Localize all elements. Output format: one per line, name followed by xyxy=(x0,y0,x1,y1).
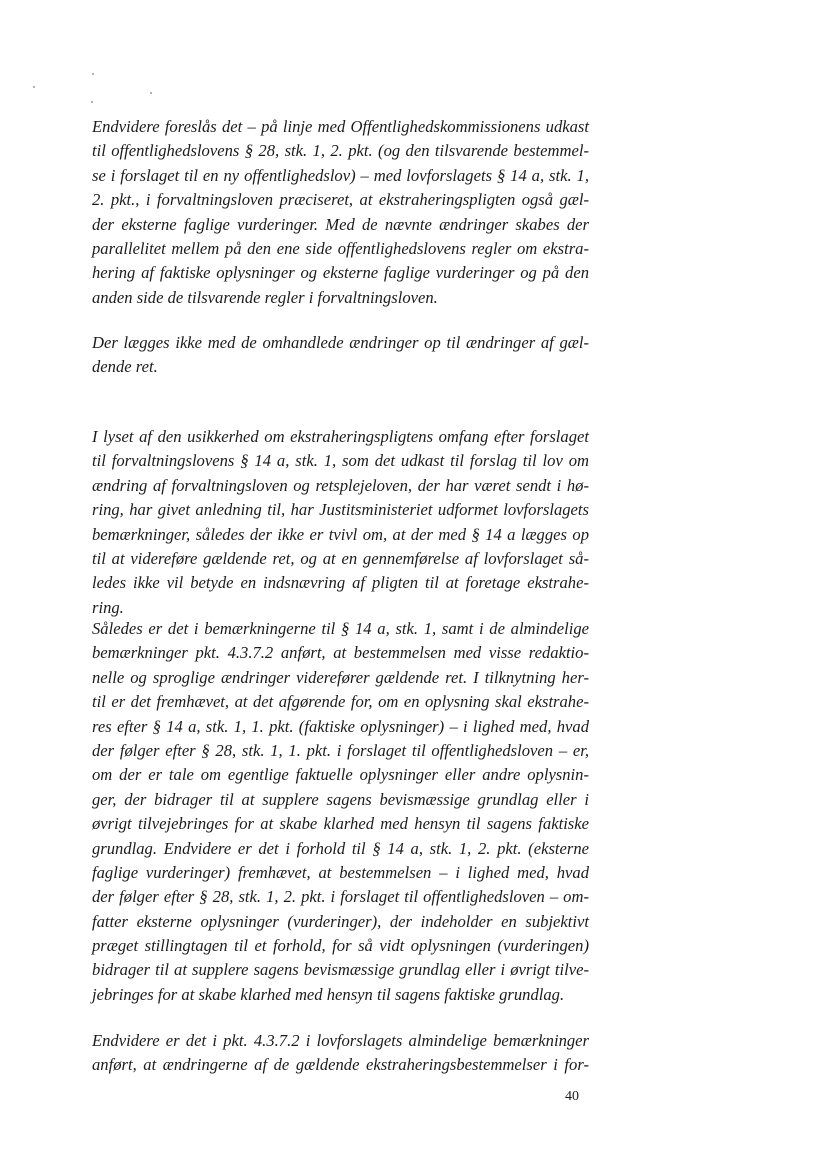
text-line: res efter § 14 a, stk. 1, 1. pkt. (faktiske oplysninger) – i lighed med, hvad xyxy=(92,716,589,736)
text-line: bemærkninger pkt. 4.3.7.2 anført, at bestemmelsen med visse redaktio- xyxy=(92,643,589,663)
text-line: til er det fremhævet, at det afgørende for, om en oplysning skal ekstrahe- xyxy=(92,692,589,712)
text-line: øvrigt tilvejebringes for at skabe klarhed med hensyn til sagens faktiske xyxy=(92,814,589,834)
text-line: der følger efter § 28, stk. 1, 2. pkt. i forslaget til offentlighedsloven – om- xyxy=(92,887,589,907)
page-number: 40 xyxy=(565,1089,579,1104)
text-line: dende ret. xyxy=(92,357,158,377)
text-line: ledes ikke vil betyde en indsnævring af pligten til at foretage ekstrahe- xyxy=(92,573,589,593)
paragraph-2 xyxy=(92,331,589,380)
text-line: bidrager til at supplere sagens bevismæssige grundlag eller i øvrigt tilve- xyxy=(92,960,589,980)
text-line: Der lægges ikke med de omhandlede ændringer op til ændringer af gæl- xyxy=(92,333,589,352)
text-line: Således er det i bemærkningerne til § 14 a, stk. 1, samt i de almindelige xyxy=(92,619,589,638)
paragraph-5 xyxy=(92,1029,589,1078)
text-line: bemærkninger, således der ikke er tvivl om, at der med § 14 a lægges op xyxy=(92,524,589,544)
text-line: hering af faktiske oplysninger og eksterne faglige vurderinger og på den xyxy=(92,263,589,283)
text-line: til forvaltningslovens § 14 a, stk. 1, som det udkast til forslag til lov om xyxy=(92,451,589,471)
text-line: grundlag. Endvidere er det i forhold til § 14 a, stk. 1, 2. pkt. (eksterne xyxy=(92,838,589,858)
text-line: Endvidere foreslås det – på linje med Offentlighedskommissionens udkast xyxy=(92,117,589,136)
text-line: 2. pkt., i forvaltningsloven præciseret, at ekstraheringspligten også gæl- xyxy=(92,190,589,210)
text-line: ændring af forvaltningsloven og retsplejeloven, der har været sendt i hø- xyxy=(92,475,589,495)
text-line: faglige vurderinger) fremhævet, at bestemmelsen – i lighed med, hvad xyxy=(92,862,589,882)
text-line: parallelitet mellem på den ene side offentlighedslovens regler om ekstra- xyxy=(92,238,589,258)
text-line: nelle og sproglige ændringer viderefører gældende ret. I tilknytning her- xyxy=(92,667,589,687)
text-line: ring, har givet anledning til, har Justitsministeriet udformet lovforslagets xyxy=(92,500,589,520)
text-line: se i forslaget til en ny offentlighedslov) – med lovforslagets § 14 a, stk. 1, xyxy=(92,165,589,185)
paragraph-3 xyxy=(92,425,589,620)
text-line: til at videreføre gældende ret, og at en gennemførelse af lovforslaget så- xyxy=(92,548,589,568)
text-line: ger, der bidrager til at supplere sagens bevismæssige grundlag eller i xyxy=(92,789,589,809)
paragraph-1 xyxy=(92,115,589,310)
text-line: I lyset af den usikkerhed om ekstraheringspligtens omfang efter forslaget xyxy=(92,427,589,446)
text-line: Endvidere er det i pkt. 4.3.7.2 i lovforslagets almindelige bemærkninger xyxy=(92,1031,589,1050)
text-line: ring. xyxy=(92,597,124,617)
paragraph-4 xyxy=(92,617,589,1007)
scan-speck xyxy=(150,92,152,94)
text-line: anden side de tilsvarende regler i forvaltningsloven. xyxy=(92,287,438,307)
text-line: fatter eksterne oplysninger (vurderinger), der indeholder en subjektivt xyxy=(92,911,589,931)
text-line: der følger efter § 28, stk. 1, 1. pkt. i forslaget til offentlighedsloven – er, xyxy=(92,740,589,760)
text-line: anført, at ændringerne af de gældende ekstraheringsbestemmelser i for- xyxy=(92,1055,589,1075)
scan-speck xyxy=(91,101,93,103)
text-line: til offentlighedslovens § 28, stk. 1, 2. pkt. (og den tilsvarende bestemmel- xyxy=(92,141,589,161)
text-line: jebringes for at skabe klarhed med hensyn til sagens faktiske grundlag. xyxy=(92,984,565,1004)
text-line: præget stillingtagen til et forhold, for så vidt oplysningen (vurderingen) xyxy=(92,936,589,956)
text-line: om der er tale om egentlige faktuelle oplysninger eller andre oplysnin- xyxy=(92,765,589,785)
scan-speck xyxy=(92,73,94,75)
text-line: der eksterne faglige vurderinger. Med de nævnte ændringer skabes der xyxy=(92,214,589,234)
scan-speck xyxy=(33,86,35,88)
